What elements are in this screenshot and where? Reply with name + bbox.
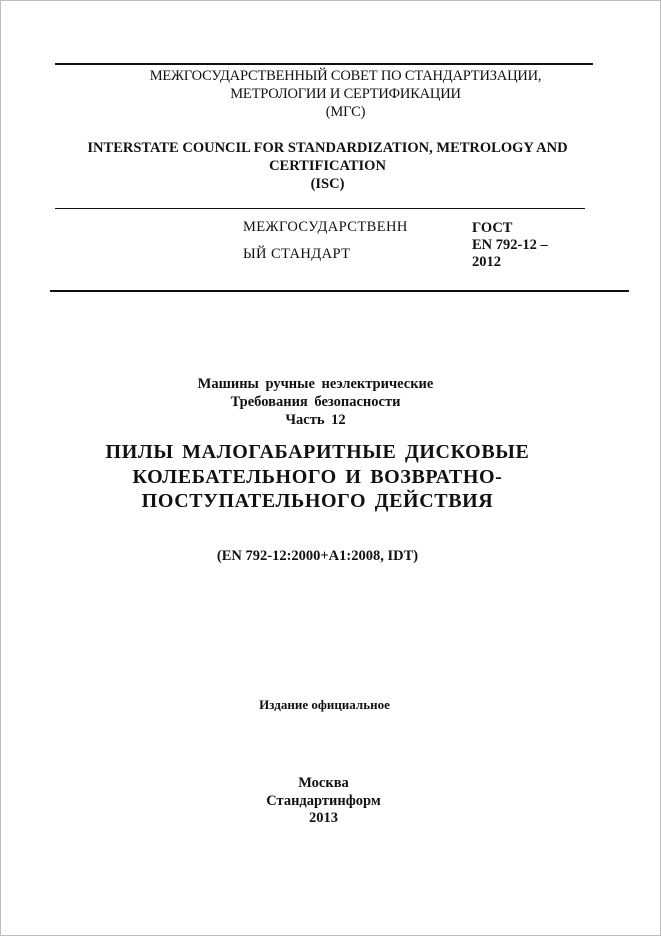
- council-en-line-3: (ISC): [310, 176, 345, 192]
- imprint: [0, 775, 654, 828]
- document-title: [0, 440, 648, 514]
- gost-line-3: 2012: [472, 254, 501, 270]
- subtitle-line-2: Требования безопасности: [230, 394, 401, 410]
- subtitle-line-3: Часть 12: [285, 412, 346, 428]
- title-line-1: ПИЛЫ МАЛОГАБАРИТНЫЕ ДИСКОВЫЕ: [105, 441, 530, 463]
- title-line-3: ПОСТУПАТЕЛЬНОГО ДЕЙСТВИЯ: [141, 490, 494, 512]
- imprint-city: Москва: [298, 775, 349, 791]
- council-en-line-1: INTERSTATE COUNCIL FOR STANDARDIZATION, METROLOGY AND: [87, 140, 568, 156]
- council-ru-line-2: МЕТРОЛОГИИ И СЕРТИФИКАЦИИ: [230, 86, 461, 102]
- gost-line-2: EN 792-12 –: [472, 237, 548, 253]
- council-ru-line-3: (МГС): [325, 104, 366, 120]
- title-line-2: КОЛЕБАТЕЛЬНОГО И ВОЗВРАТНО-: [132, 465, 503, 488]
- standard-type-line-2: ЫЙ СТАНДАРТ: [243, 246, 351, 262]
- council-divider: [55, 208, 585, 209]
- en-reference: (EN 792-12:2000+A1:2008, IDT): [216, 548, 419, 564]
- top-rule: [55, 63, 593, 65]
- subtitle-line-1: Машины ручные неэлектрические: [197, 376, 434, 392]
- council-ru-line-1: МЕЖГОСУДАРСТВЕННЫЙ СОВЕТ ПО СТАНДАРТИЗАЦИИ,: [149, 68, 542, 84]
- gost-designation: [472, 220, 548, 271]
- standard-type-line-1: МЕЖГОСУДАРСТВЕНН: [243, 219, 408, 235]
- council-name-ru: [15, 67, 661, 121]
- designation-divider: [50, 290, 629, 292]
- edition-note: Издание официальное: [259, 697, 390, 712]
- document-subtitle: [0, 375, 646, 429]
- gost-line-1: ГОСТ: [472, 220, 513, 236]
- council-name-en: [0, 139, 658, 193]
- council-en-line-2: CERTIFICATION: [269, 158, 386, 174]
- imprint-publisher: Стандартинформ: [266, 792, 381, 809]
- imprint-year: 2013: [309, 810, 338, 826]
